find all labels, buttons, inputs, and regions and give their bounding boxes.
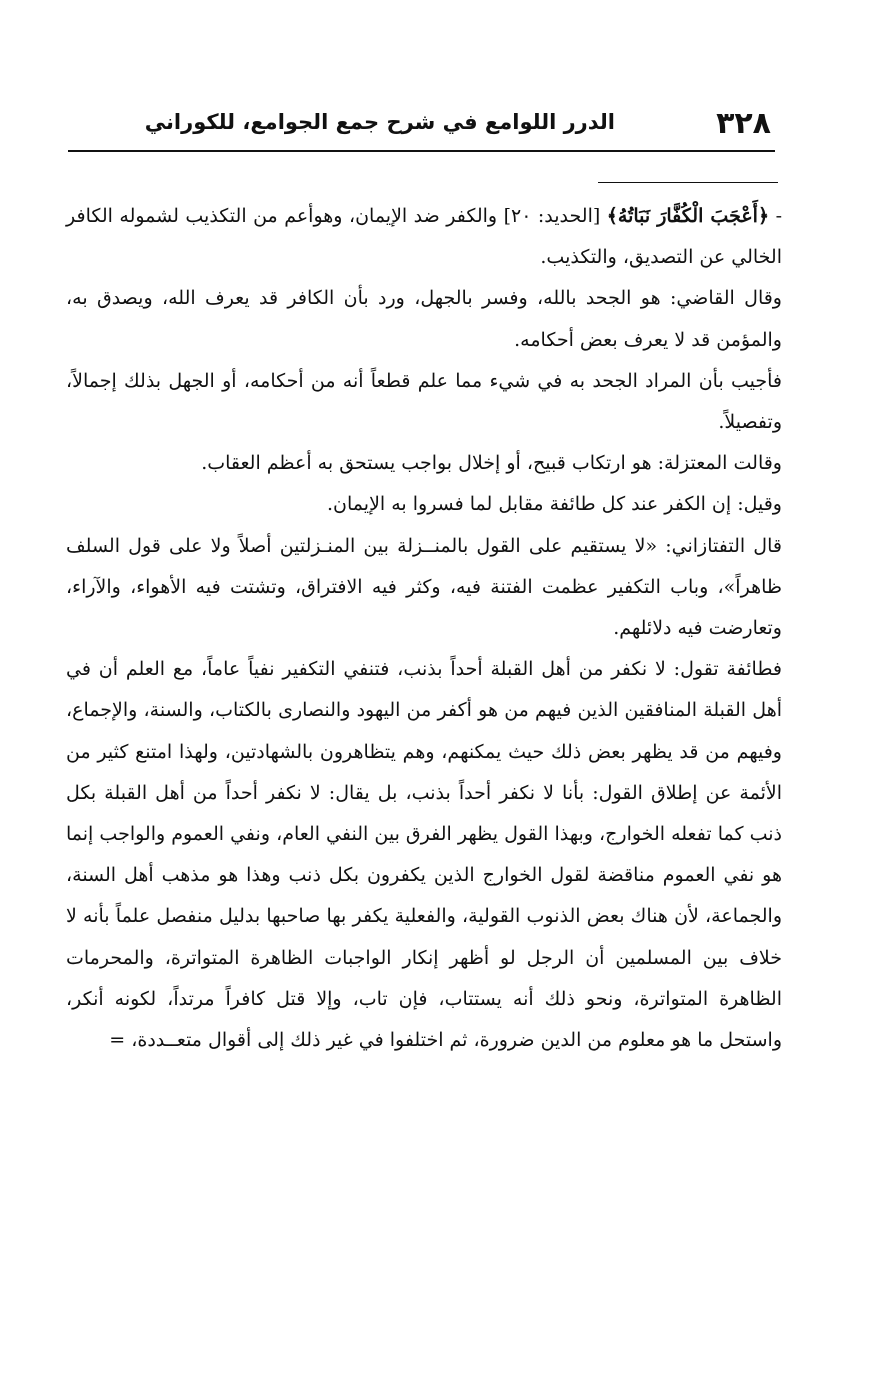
footnote-paragraph: فطائفة تقول: لا نكفر من أهل القبلة أحداً بذنب، فتنفي التكفير نفياً عاماً، مع العلم أن في أهل القبلة المنافقين الذين فيهم من هو أكفر من اليهود والنصارى بالكتاب، والسنة، والإجماع، وفيهم من قد يظهر بعض ذلك حيث يمكنهم، وهم يتظاهرون بالشهادتين، ولهذا امتنع كثير من الأئمة عن إطلاق القول: بأنا لا نكفر أحداً بذنب، بل يقال: لا نكفر أحداً من أهل القبلة بكل ذنب كما تفعله الخوارج، وبهذا القول يظهر الفرق بين النفي العام، ونفي العموم والواجب إنما هو نفي العموم مناقضة لقول الخوارج الذين يكفرون بكل ذنب وهذا هو مذهب أهل السنة، والجماعة، لأن هناك بعض الذنوب القولية، والفعلية يكفر بها صاحبها بدليل منفصل علماً بأنه لا خلاف بين المسلمين أن الرجل لو أظهر إنكار الواجبات الظاهرة المتواترة، والمحرمات الظاهرة المتواترة، ونحو ذلك أنه يستتاب، فإن تاب، وإلا قتل كافراً مرتداً، لكونه أنكر، واستحل ما هو معلوم من الدين ضرورة، ثم اختلفوا في غير ذلك إلى أقوال متعــددة، = [66,658,782,1052]
footnote-text: [الحديد: ٢٠] والكفر ضد الإيمان، وهوأعم من التكذيب لشموله الكافر الخالي عن التصديق، والتكذيب. [66,205,782,269]
footnote-paragraph: وقال القاضي: هو الجحد بالله، وفسر بالجهل، ورد بأن الكافر قد يعرف الله، ويصدق به، والمؤمن قد لا يعرف بعض أحكامه. [66,287,782,351]
footnote-paragraph: قال التفتازاني: «لا يستقيم على القول بالمنــزلة بين المنـزلتين أصلاً ولا على قول السلف ظاهراً»، وباب التكفير عظمت الفتنة فيه، وكثر فيه الافتراق، وتشتت فيه الأهواء، والآراء، وتعارضت فيه دلائلهم. [66,534,782,640]
footnote-separator [598,182,778,183]
footnote-body [66,196,782,1061]
footnote-paragraph: وقالت المعتزلة: هو ارتكاب قبيح، أو إخلال بواجب يستحق به أعظم العقاب. [201,452,782,475]
footnote-paragraph: وقيل: إن الكفر عند كل طائفة مقابل لما فسروا به الإيمان. [327,493,782,516]
footnote-dash: - [775,205,782,227]
footnote-paragraph: فأجيب بأن المراد الجحد به في شيء مما علم قطعاً أنه من أحكامه، أو الجهل بذلك إجمالاً، وتفصيلاً. [66,369,782,434]
page-number: ٣٢٨ [716,106,771,141]
running-title: الدرر اللوامع في شرح جمع الجوامع، للكوراني [144,110,615,134]
footnote-paragraph [66,196,782,278]
header-rule [68,150,775,152]
page-header [68,96,775,152]
quran-quote: ﴿أَعْجَبَ الْكُفَّارَ نَبَاتُهُ﴾ [606,205,770,227]
